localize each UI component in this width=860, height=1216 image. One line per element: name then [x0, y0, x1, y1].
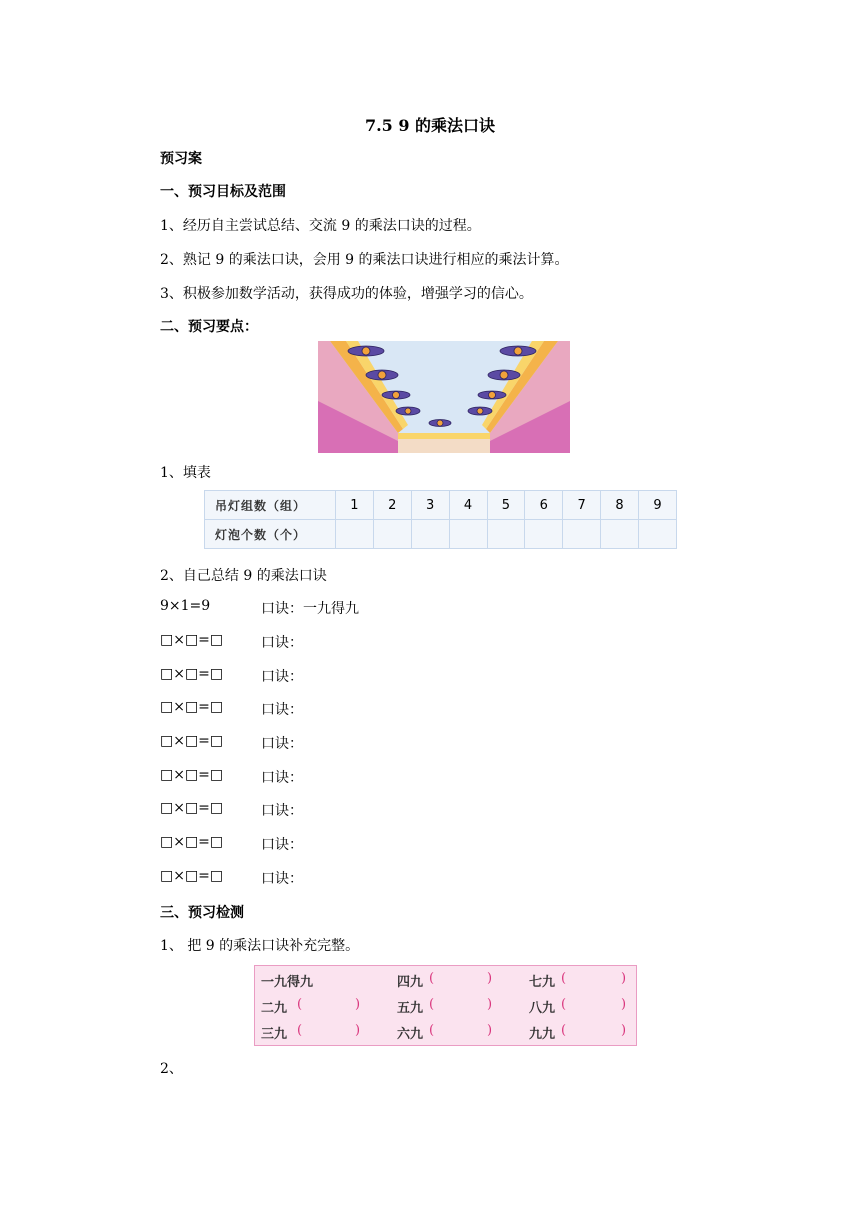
question-2: 2、	[160, 1061, 183, 1077]
blank-equation: □×□=□	[160, 767, 224, 783]
blank-cell[interactable]	[563, 520, 601, 549]
koujue-cell: 六九	[397, 1027, 424, 1042]
blank-koujue: 口诀：	[261, 871, 303, 887]
table-row	[205, 520, 677, 549]
table-cell: 6	[525, 491, 563, 520]
part1-heading: 一、预习目标及范围	[160, 184, 286, 200]
koujue-cell: 四九	[397, 975, 424, 990]
question-1: 1、 把 9 的乘法口诀补充完整。	[160, 938, 360, 954]
koujue-cell: 八九	[529, 1001, 556, 1016]
fill-table-label: 1、填表	[160, 465, 211, 481]
summary-label: 2、自己总结 9 的乘法口诀	[160, 568, 327, 584]
page-title: 7.5 9 的乘法口诀	[364, 116, 496, 135]
fill-table	[204, 490, 677, 548]
blank-koujue: 口诀：	[261, 635, 303, 651]
blank-cell[interactable]	[411, 520, 449, 549]
blank-cell[interactable]	[525, 520, 563, 549]
right-paren: )	[621, 971, 627, 986]
row-head-groups: 吊灯组数（组）	[205, 491, 336, 520]
left-paren: (	[429, 997, 435, 1012]
blank-cell[interactable]	[373, 520, 411, 549]
koujue-cell: 五九	[397, 1001, 424, 1016]
part2-heading: 二、预习要点：	[160, 319, 258, 335]
blank-cell[interactable]	[449, 520, 487, 549]
blank-koujue: 口诀：	[261, 837, 303, 853]
koujue-cell: 七九	[529, 975, 556, 990]
blank-cell[interactable]	[639, 520, 677, 549]
blank-cell[interactable]	[336, 520, 374, 549]
blank-koujue: 口诀：	[261, 770, 303, 786]
left-paren: (	[297, 997, 303, 1012]
goal-item-1: 1、经历自主尝试总结、交流 9 的乘法口诀的过程。	[160, 218, 481, 234]
part3-heading: 三、预习检测	[160, 905, 244, 921]
table-cell: 2	[373, 491, 411, 520]
koujue-cell: 三九	[261, 1027, 288, 1042]
table-cell: 9	[639, 491, 677, 520]
table-cell: 4	[449, 491, 487, 520]
table-cell: 7	[563, 491, 601, 520]
blank-cell[interactable]	[601, 520, 639, 549]
table-cell: 1	[336, 491, 374, 520]
blank-equation: □×□=□	[160, 800, 224, 816]
example-equation: 9×1=9	[160, 598, 211, 614]
koujue-cell: 二九	[261, 1001, 288, 1016]
koujue-cell: 一九得九	[261, 975, 314, 990]
blank-koujue: 口诀：	[261, 803, 303, 819]
blank-equation: □×□=□	[160, 868, 224, 884]
right-paren: )	[355, 997, 361, 1012]
blank-equation: □×□=□	[160, 666, 224, 682]
left-paren: (	[429, 1023, 435, 1038]
right-paren: )	[487, 971, 493, 986]
section-label: 预习案	[160, 151, 202, 167]
right-paren: )	[487, 1023, 493, 1038]
blank-equation: □×□=□	[160, 699, 224, 715]
row-head-bulbs: 灯泡个数（个）	[205, 520, 336, 549]
left-paren: (	[561, 971, 567, 986]
blank-equation: □×□=□	[160, 834, 224, 850]
right-paren: )	[487, 997, 493, 1012]
table-cell: 3	[411, 491, 449, 520]
right-paren: )	[355, 1023, 361, 1038]
table-cell: 8	[601, 491, 639, 520]
ceiling-lights-illustration	[318, 341, 570, 453]
blank-equation: □×□=□	[160, 733, 224, 749]
blank-cell[interactable]	[487, 520, 525, 549]
koujue-cell: 九九	[529, 1027, 556, 1042]
right-paren: )	[621, 1023, 627, 1038]
left-paren: (	[297, 1023, 303, 1038]
koujue-fill-box	[254, 965, 637, 1046]
table-row	[205, 491, 677, 520]
example-koujue: 口诀：一九得九	[261, 601, 359, 617]
table-cell: 5	[487, 491, 525, 520]
left-paren: (	[561, 997, 567, 1012]
blank-koujue: 口诀：	[261, 669, 303, 685]
left-paren: (	[429, 971, 435, 986]
blank-koujue: 口诀：	[261, 702, 303, 718]
left-paren: (	[561, 1023, 567, 1038]
blank-koujue: 口诀：	[261, 736, 303, 752]
blank-equation: □×□=□	[160, 632, 224, 648]
right-paren: )	[621, 997, 627, 1012]
goal-item-2: 2、熟记 9 的乘法口诀，会用 9 的乘法口诀进行相应的乘法计算。	[160, 252, 569, 268]
goal-item-3: 3、积极参加数学活动，获得成功的体验，增强学习的信心。	[160, 286, 533, 302]
